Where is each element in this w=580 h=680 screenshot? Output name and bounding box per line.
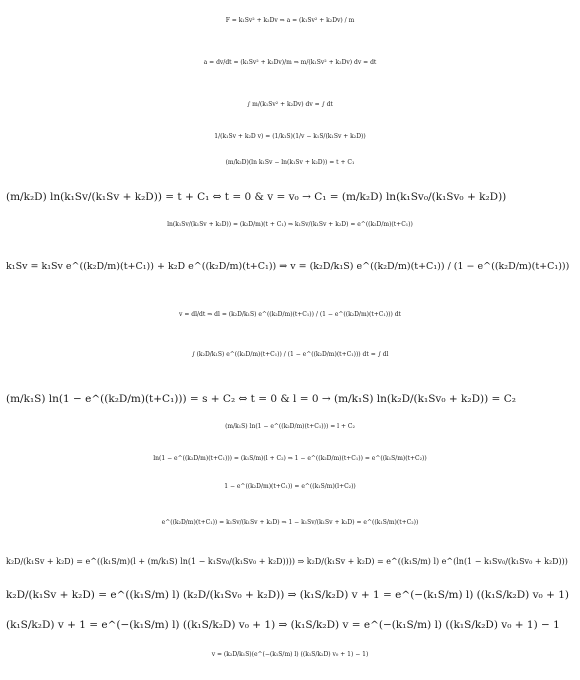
equation-14: 1 − e^((k₂D/m)(t+C₁)) = e^((k₁S/m)(l+C₂)): [224, 483, 356, 490]
equation-12: (m/k₁S) ln(1 − e^((k₂D/m)(t+C₁))) = l + C₂: [225, 423, 355, 430]
equation-8: k₁Sv = k₁Sv e^((k₂D/m)(t+C₁)) + k₂D e^((k₂D/m)(t+C₁)) ⇒ v = (k₂D/k₁S) e^((k₂D/m)(t+C₁)) / (1 − e^((k₂D/m)(t+C₁))): [6, 261, 570, 272]
equation-4: 1/(k₁Sv + k₂D v) = (1/k₁S)(1/v − k₁S/(k₁Sv + k₂D)): [214, 133, 366, 140]
equation-7: ln(k₁Sv/(k₁Sv + k₂D)) = (k₂D/m)(t + C₁) ⇒ k₁Sv/(k₁Sv + k₂D) = e^((k₂D/m)(t+C₁)): [167, 221, 413, 228]
equation-18: (k₁S/k₂D) v + 1 = e^(−(k₁S/m) l) ((k₁S/k₂D) v₀ + 1) ⇒ (k₁S/k₂D) v = e^(−(k₁S/m) l) ((k₁S/k₂D) v₀ + 1) − 1: [6, 619, 560, 631]
equation-15: e^((k₂D/m)(t+C₁)) = k₁Sv/(k₁Sv + k₂D) ⇒ 1 − k₁Sv/(k₁Sv + k₂D) = e^((k₁S/m)(t+C₂)): [161, 519, 419, 526]
equation-3: ∫ m/(k₁Sv² + k₂Dv) dv = ∫ dt: [247, 101, 333, 108]
equation-17: k₂D/(k₁Sv + k₂D) = e^((k₁S/m) l) (k₂D/(k₁Sv₀ + k₂D)) ⇒ (k₁S/k₂D) v + 1 = e^(−(k₁S/m) l) ((k₁S/k₂D) v₀ + 1): [6, 589, 569, 601]
equation-11: (m/k₁S) ln(1 − e^((k₂D/m)(t+C₁))) = s + C₂ ⇔ t = 0 & l = 0 → (m/k₁S) ln(k₂D/(k₁Sv₀ + k₂D)) = C₂: [6, 393, 516, 405]
equation-6: (m/k₂D) ln(k₁Sv/(k₁Sv + k₂D)) = t + C₁ ⇔ t = 0 & v = v₀ → C₁ = (m/k₂D) ln(k₁Sv₀/(k₁Sv₀ + k₂D)): [6, 191, 507, 203]
equation-16: k₂D/(k₁Sv + k₂D) = e^((k₁S/m)(l + (m/k₁S) ln(1 − k₁Sv₀/(k₁Sv₀ + k₂D)))) ⇒ k₂D/(k₁Sv + k₂D) = e^((k₁S/m) l) e^(ln(1 − k₁Sv₀/(k₁Sv₀ + k₂D))): [6, 557, 568, 566]
equation-5: (m/k₂D)(ln k₁Sv − ln(k₁Sv + k₂D)) = t + C₁: [225, 159, 355, 166]
equation-13: ln(1 − e^((k₂D/m)(t+C₁))) = (k₁S/m)(l + C₂) ⇒ 1 − e^((k₂D/m)(t+C₁)) = e^((k₁S/m)(t+C₂)): [153, 455, 427, 462]
equation-10: ∫ (k₂D/k₁S) e^((k₂D/m)(t+C₁)) / (1 − e^((k₂D/m)(t+C₁))) dt = ∫ dl: [191, 351, 389, 358]
equation-19: v = (k₂D/k₁S)(e^(−(k₁S/m) l) ((k₁S/k₂D) v₀ + 1) − 1): [211, 651, 369, 658]
equation-9: v = dl/dt ⇒ dl = (k₂D/k₁S) e^((k₂D/m)(t+C₁)) / (1 − e^((k₂D/m)(t+C₁))) dt: [179, 311, 401, 318]
equation-2: a = dv/dt = (k₁Sv² + k₂Dv)/m ⇒ m/(k₁Sv² + k₂Dv) dv = dt: [203, 59, 377, 66]
equation-1: F = k₁Sv² + k₂Dv ⇒ a = (k₁Sv² + k₂Dv) / m: [225, 17, 355, 24]
